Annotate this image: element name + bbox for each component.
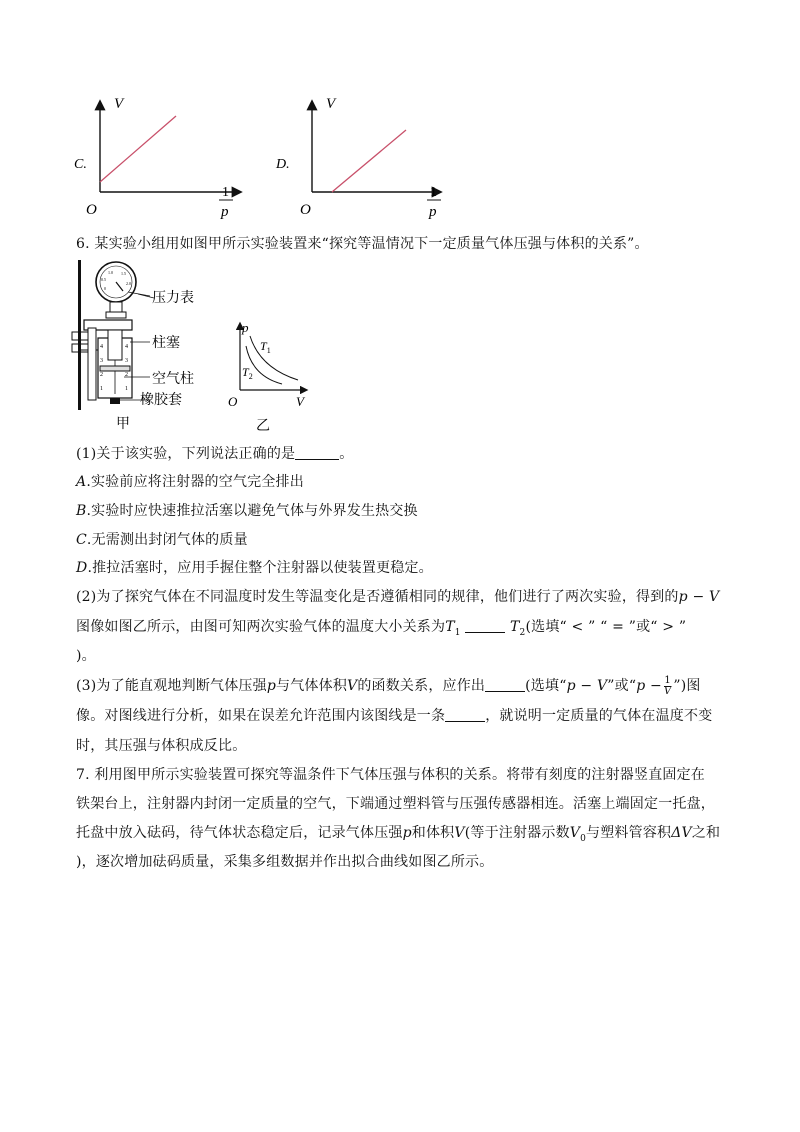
gauge-tick-1: 1.0: [108, 270, 113, 275]
q7-line3: 托盘中放入砝码，待气体状态稳定后，记录气体压强p和体积V(等于注射器示数$V_0$与塑料管容积ΔV之和: [76, 825, 721, 844]
scale-number-3: 3: [100, 358, 103, 364]
q6-part2-line1: (2)为了探究气体在不同温度时发生等温变化是否遵循相同的规律，他们进行了两次实验，得到的p − V: [76, 589, 720, 605]
option-c-x-num: 1: [222, 185, 229, 200]
q6-part3-answer-blank-2[interactable]: [445, 707, 485, 722]
scale-number-4: 4: [100, 344, 103, 350]
q6-part2-line3: )。: [76, 648, 96, 664]
option-d-y-label: V: [326, 96, 336, 112]
scale-number-3-right: 3: [125, 358, 128, 364]
option-c-label: C.: [74, 157, 87, 172]
q6-part3-answer-blank-1[interactable]: [485, 677, 525, 692]
q7-line4: )，逐次增加砝码质量，采集多组数据并作出拟合曲线如图乙所示。: [76, 854, 494, 870]
stand-rod: [78, 260, 81, 410]
scale-number-2: 2: [100, 372, 103, 378]
q6-part2-answer-blank[interactable]: [465, 618, 505, 633]
q6-option-d[interactable]: D.推拉活塞时，应用手握住整个注射器以使装置更稳定。: [76, 560, 433, 576]
q6-part3-line1: (3)为了能直观地判断气体压强p与气体体积V的函数关系，应作出 (选填“p − V”或“p − $\frac{1}{V}$ ”)图: [76, 674, 701, 697]
scale-number-4-right: 4: [125, 344, 128, 350]
q7-line1: 7. 利用图甲所示实验装置可探究等温条件下气体压强与体积的关系。将带有刻度的注射器竖直固定在: [76, 767, 706, 783]
q6-stem: 6. 某实验小组用如图甲所示实验装置来“探究等温情况下一定质量气体压强与体积的关系”。: [76, 236, 649, 252]
q6-part3-line2: 像。对图线进行分析，如果在误差允许范围内该图线是一条 ，就说明一定质量的气体在温度不变: [76, 708, 713, 724]
q6-part2-line2: 图像如图乙所示，由图可知两次实验气体的温度大小关系为$T_1$ $T_2$(选填“ < ” “ = ”或“ > ”: [76, 619, 687, 638]
figure-b-caption: 乙: [256, 419, 270, 434]
q6-option-c[interactable]: C.无需测出封闭气体的质量: [76, 532, 248, 548]
option-d-label: D.: [276, 157, 290, 172]
gauge-tick-3: 0.5: [101, 277, 106, 282]
q6-option-b[interactable]: B.实验时应快速推拉活塞以避免气体与外界发生热交换: [76, 503, 418, 519]
q6-part1-answer-blank[interactable]: [295, 445, 339, 460]
scale-number-1: 1: [100, 386, 103, 392]
option-d-graph-line: [332, 130, 406, 192]
gauge-tick-2: 1.5: [121, 271, 126, 276]
q6-option-a[interactable]: A.实验前应将注射器的空气完全排出: [76, 474, 304, 490]
q6-part1: (1)关于该实验，下列说法正确的是 。: [76, 446, 354, 462]
scale-number-2-right: 2: [125, 372, 128, 378]
option-d-origin: O: [300, 202, 311, 218]
option-d-x-num: 1: [430, 185, 437, 200]
pv-y-label: p: [242, 320, 249, 335]
plunger-label: 柱塞: [152, 336, 180, 351]
rubber-cap: [110, 398, 120, 404]
pv-curve-t1: [250, 336, 298, 380]
pv-graph: [222, 318, 322, 434]
option-c-y-label: V: [114, 96, 124, 112]
pv-curve-t2-label: $T_2$: [242, 365, 253, 381]
scale-number-1-right: 1: [125, 386, 128, 392]
pv-x-label: V: [296, 394, 304, 409]
plunger-head: [100, 366, 130, 371]
figure-a-caption: 甲: [116, 417, 130, 432]
rubber-cap-label: 橡胶套: [140, 393, 182, 408]
option-c-x-den: p: [221, 204, 229, 220]
air-column-label: 空气柱: [152, 372, 194, 387]
pv-curve-t1-label: $T_1$: [260, 339, 271, 355]
q7-line2: 铁架台上，注射器内封闭一定质量的空气，下端通过塑料管与压强传感器相连。活塞上端固定一托盘，: [76, 796, 715, 812]
option-c-origin: O: [86, 202, 97, 218]
option-d-x-den: p: [429, 204, 437, 220]
pv-origin: O: [228, 394, 238, 409]
option-c-graph: [70, 96, 250, 226]
option-c-graph-line: [100, 116, 176, 182]
gauge-stem: [110, 302, 122, 312]
option-d-graph: [272, 96, 452, 226]
gauge-label: 压力表: [152, 291, 194, 306]
gauge-tick-5: 0: [104, 286, 106, 291]
q6-part3-line3: 时，其压强与体积成反比。: [76, 738, 247, 754]
gauge-tick-4: 2.0: [126, 281, 131, 286]
apparatus-figure: [68, 258, 218, 434]
